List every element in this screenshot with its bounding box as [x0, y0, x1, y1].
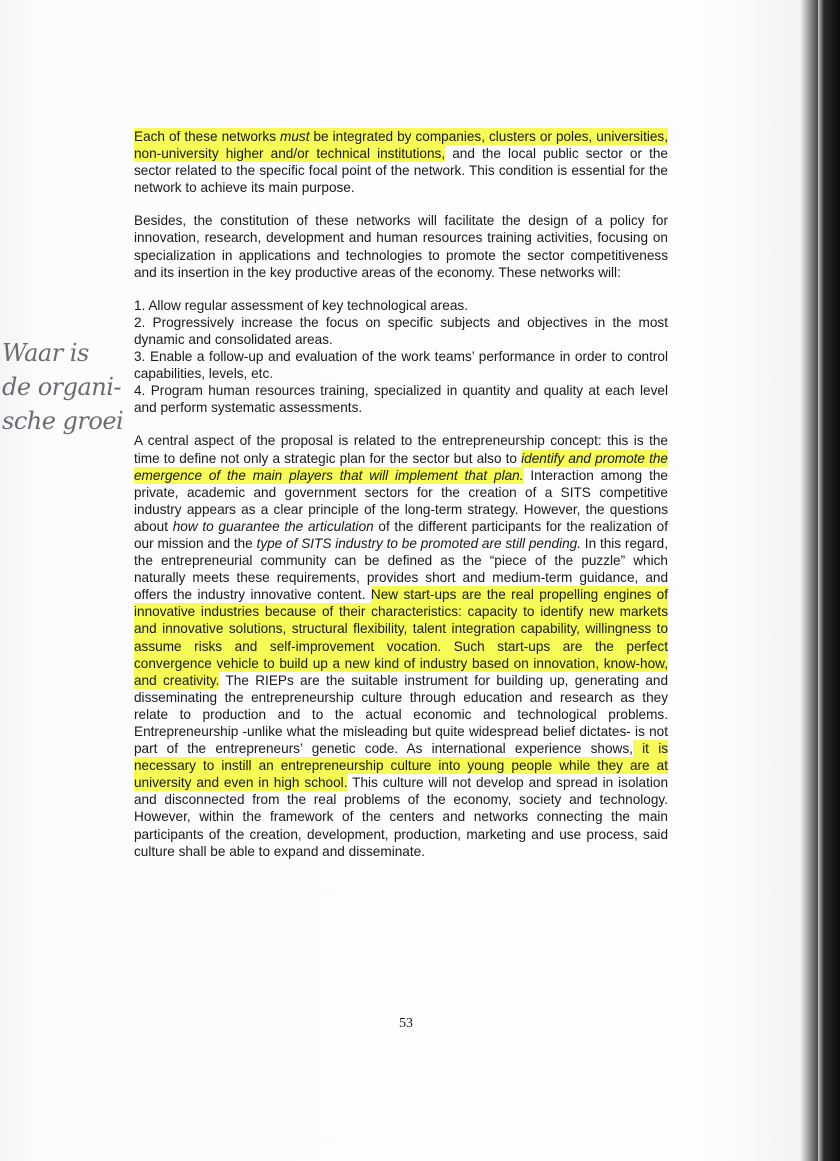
paragraph-networks-integration: Each of these networks must be integrated by companies, clusters or poles, universities, non-university higher and/or technical institutions, and the local public sector or the sector related to the specific focal point of the network. This condition is essential for the network to achieve its main purpose. [134, 129, 668, 196]
highlighted-text: identify and promote the emergence of the main players that will implement that plan. [134, 450, 668, 483]
list-item: 3. Enable a follow-up and evaluation of the work teams’ performance in order to control capabilities, levels, etc. [134, 349, 668, 382]
highlighted-text: Each of these networks must be integrated by companies, clusters or poles, universities, non-university higher and/or technical institutions, [134, 129, 668, 162]
handwritten-margin-note [2, 336, 132, 438]
scan-edge-shadow [818, 0, 840, 1161]
list-item: 4. Program human resources training, specialized in quantity and quality at each level and perform systematic assessments. [134, 383, 668, 416]
handwritten-note-line: de organi- [2, 373, 122, 401]
highlighted-text: it is necessary to instill an entrepreneurship culture into young people while they are at university and even in high school. [134, 741, 669, 791]
page-number: 53 [399, 1016, 413, 1031]
handwritten-note-line: sche groei [2, 407, 124, 435]
highlighted-text: New start-ups are the real propelling engines of innovative industries because of their characteristics: capacity to identify new markets and innovative solutions, structural flexibility, talent integration capability, willingness to assume risks and self-improvement vocation. Such start-ups are the perfect convergence vehicle to build up a new kind of industry based on innovation, know-how, and creativity. [134, 587, 668, 688]
paragraph-networks-policy: Besides, the constitution of these networks will facilitate the design of a policy for innovation, research, development and human resources training activities, focusing on specialization in applications and technologies to promote the sector competitiveness and its insertion in the key productive areas of the economy. These networks will: [134, 213, 668, 280]
body-text [134, 128, 668, 876]
paragraph-entrepreneurship: A central aspect of the proposal is related to the entrepreneurship concept: this is the time to define not only a strategic plan for the sector but also to identify and promote the emergence of the main players that will implement that plan. Interaction among the private, academic and government sectors for the creation of a SITS competitive industry appears as a clear principle of the long-term strategy. However, the questions about how to guarantee the articulation of the different participants for the realization of our mission and the type of SITS industry to be promoted are still pending. In this regard, the entrepreneurial community can be defined as the “piece of the puzzle” which naturally meets these requirements, provides short and medium-term guidance, and offers the industry innovative content. New start-ups are the real propelling engines of innovative industries because of their characteristics: capacity to identify new markets and innovative solutions, structural flexibility, talent integration capability, willingness to assume risks and self-improvement vocation. Such start-ups are the perfect convergence vehicle to build up a new kind of industry based on innovation, know-how, and creativity. The RIEPs are the suitable instrument for building up, generating and disseminating the entrepreneurship culture through education and research as they relate to production and to the actual economic and technological problems. Entrepreneurship -unlike what the misleading but quite widespread belief dictates- is not part of the entrepreneurs’ genetic code. As international experience shows, it is necessary to instill an entrepreneurship culture into young people while they are at university and even in high school. This culture will not develop and spread in isolation and disconnected from the real problems of the economy, society and technology. However, within the framework of the centers and networks connecting the main participants of the creation, development, production, marketing and use process, said culture shall be able to expand and disseminate. [134, 433, 669, 859]
numbered-list [134, 297, 668, 417]
list-item: 2. Progressively increase the focus on specific subjects and objectives in the most dynamic and consolidated areas. [134, 314, 668, 347]
list-item: 1. Allow regular assessment of key technological areas. [134, 297, 468, 313]
handwritten-note-line: Waar is [2, 339, 89, 367]
